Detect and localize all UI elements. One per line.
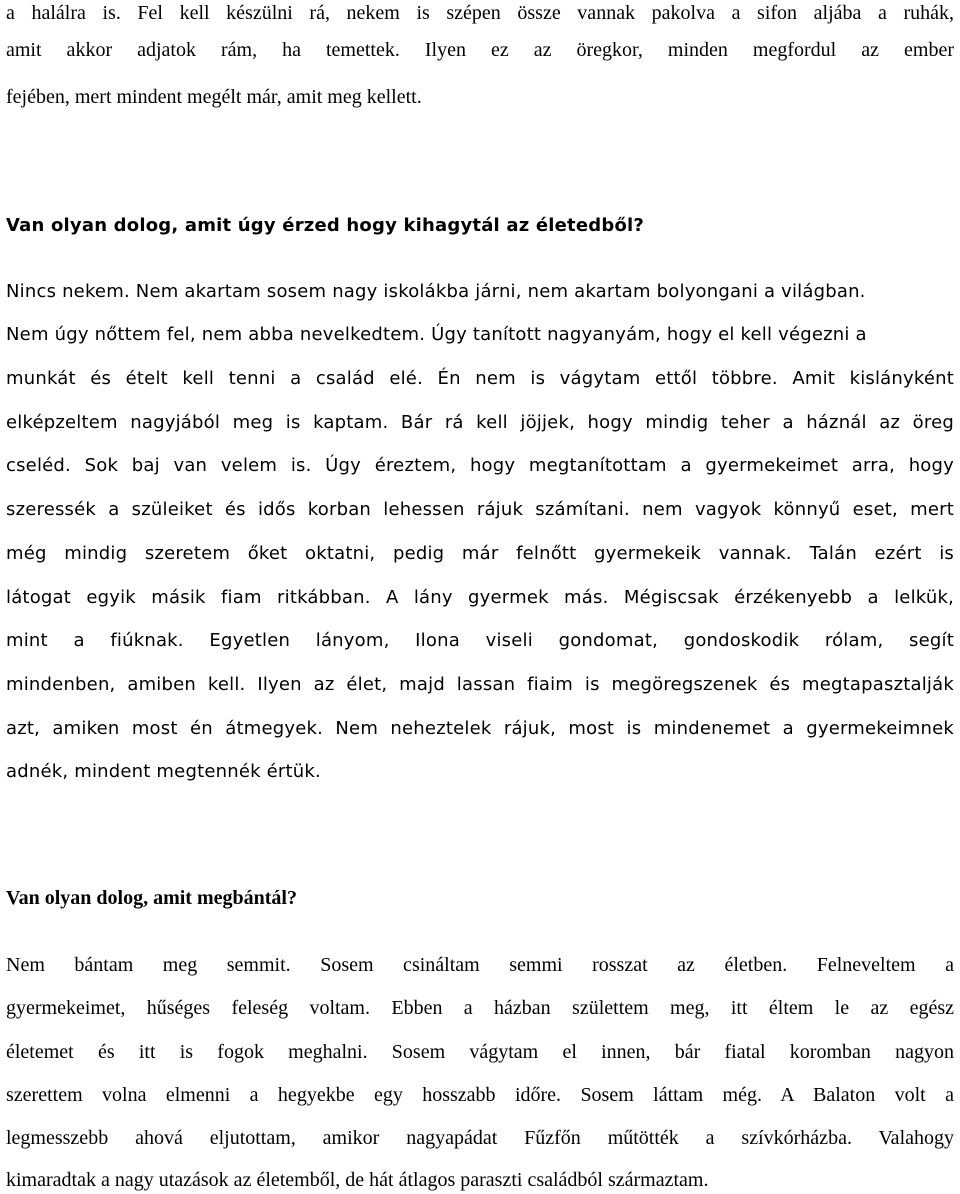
paragraph-line: gyermekeimet, hűséges feleség voltam. Ebben a házban születtem meg, itt éltem le az egész [6,997,954,1019]
paragraph-line: cseléd. Sok baj van velem is. Úgy éreztem, hogy megtanítottam a gyermekeimet arra, hogy [6,455,954,476]
document-page [6,0,954,1194]
paragraph-line: kimaradtak a nagy utazások az életemből, de hát átlagos paraszti családból származtam. [6,1169,709,1191]
paragraph-line: a halálra is. Fel kell készülni rá, nekem is szépen össze vannak pakolva a sifon aljába a ruhák, [6,2,954,24]
paragraph-line: munkát és ételt kell tenni a család elé. Én nem is vágytam ettől többre. Amit kislányként [6,368,954,389]
paragraph-line: Nem úgy nőttem fel, nem abba nevelkedtem. Úgy tanított nagyanyám, hogy el kell végezni a [6,324,867,345]
paragraph-line: mindenben, amiben kell. Ilyen az élet, majd lassan fiaim is megöregszenek és megtapasztalják [6,674,954,695]
paragraph-line: Nincs nekem. Nem akartam sosem nagy iskolákba járni, nem akartam bolyongani a világban. [6,281,866,302]
paragraph-line: látogat egyik másik fiam ritkábban. A lány gyermek más. Mégiscsak érzékenyebb a lelkük, [6,587,954,608]
question-heading: Van olyan dolog, amit úgy érzed hogy kihagytál az életedből? [6,215,645,236]
paragraph-line: elképzeltem nagyjából meg is kaptam. Bár rá kell jöjjek, hogy mindig teher a háznál az öreg [6,412,954,433]
paragraph-line: amit akkor adjatok rám, ha temettek. Ilyen ez az öregkor, minden megfordul az ember [6,39,954,61]
paragraph-line: azt, amiken most én átmegyek. Nem neheztelek rájuk, most is mindenemet a gyermekeimnek [6,718,954,739]
paragraph-line: szeressék a szüleiket és idős korban lehessen rájuk számítani. nem vagyok könnyű eset, mert [6,499,954,520]
paragraph-line: szerettem volna elmenni a hegyekbe egy hosszabb időre. Sosem láttam még. A Balaton volt a [6,1084,954,1106]
paragraph-line: adnék, mindent megtennék értük. [6,761,321,782]
paragraph-line: legmesszebb ahová eljutottam, amikor nagyapádat Fűzfőn műtötték a szívkórházba. Valahogy [6,1127,954,1149]
paragraph-line: Nem bántam meg semmit. Sosem csináltam semmi rosszat az életben. Felneveltem a [6,954,954,976]
paragraph-line: életemet és itt is fogok meghalni. Sosem vágytam el innen, bár fiatal koromban nagyon [6,1041,954,1063]
paragraph-line: fejében, mert mindent megélt már, amit meg kellett. [6,86,422,108]
paragraph-line: mint a fiúknak. Egyetlen lányom, Ilona viseli gondomat, gondoskodik rólam, segít [6,630,954,651]
paragraph-line: még mindig szeretem őket oktatni, pedig már felnőtt gyermekeik vannak. Talán ezért is [6,543,954,564]
question-heading: Van olyan dolog, amit megbántál? [6,887,297,909]
